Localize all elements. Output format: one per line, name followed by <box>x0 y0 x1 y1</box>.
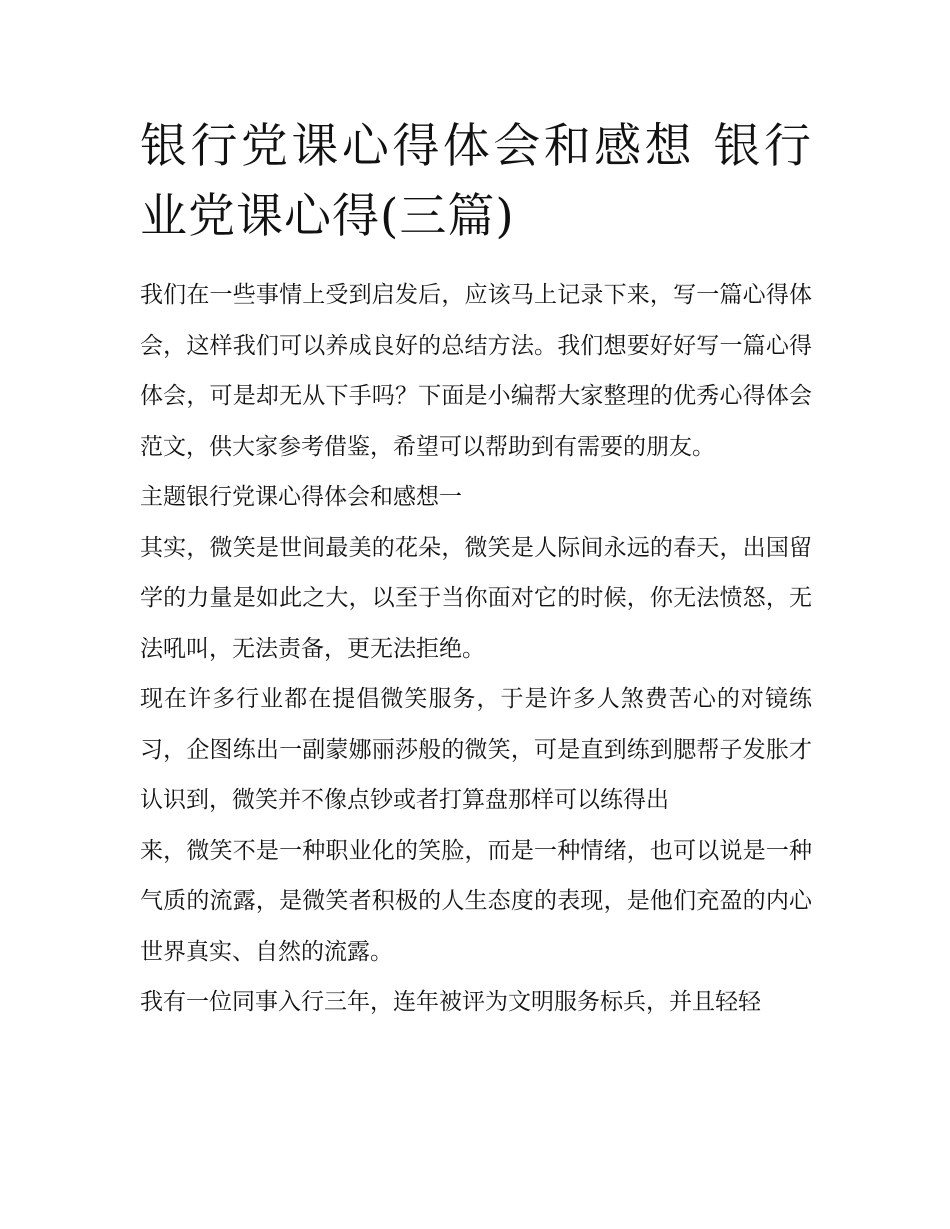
section-heading: 主题银行党课心得体会和感想一 <box>140 484 462 510</box>
body-paragraph-3: 我有一位同事入行三年，连年被评为文明服务标兵，并且轻轻 <box>140 989 761 1015</box>
intro-paragraph: 我们在一些事情上受到启发后，应该马上记录下来，写一篇心得体会，这样我们可以养成良好的总结方法。我们想要好好写一篇心得体会，可是却无从下手吗？下面是小编帮大家整理的优秀心得体会范文，供大家参考借鉴，希望可以帮助到有需要的朋友。 <box>140 282 812 460</box>
document-body <box>140 112 812 1028</box>
body-paragraph-2: 现在许多行业都在提倡微笑服务，于是许多人煞费苦心的对镜练习，企图练出一副蒙娜丽莎般的微笑，可是直到练到腮帮子发胀才认识到，微笑并不像点钞或者打算盘那样可以练得出 来，微笑不是一种职业化的笑脸，而是一种情绪，也可以说是一种气质的流露，是微笑者积极的人生态度的表现，是他们充盈的内心世界真实、自然的流露。 <box>140 686 812 965</box>
body-paragraph-1: 其实，微笑是世间最美的花朵，微笑是人际间永远的春天，出国留学的力量是如此之大，以至于当你面对它的时候，你无法愤怒，无法吼叫，无法责备，更无法拒绝。 <box>140 534 812 662</box>
document-title: 银行党课心得体会和感想 银行业党课心得(三篇) <box>140 119 812 244</box>
